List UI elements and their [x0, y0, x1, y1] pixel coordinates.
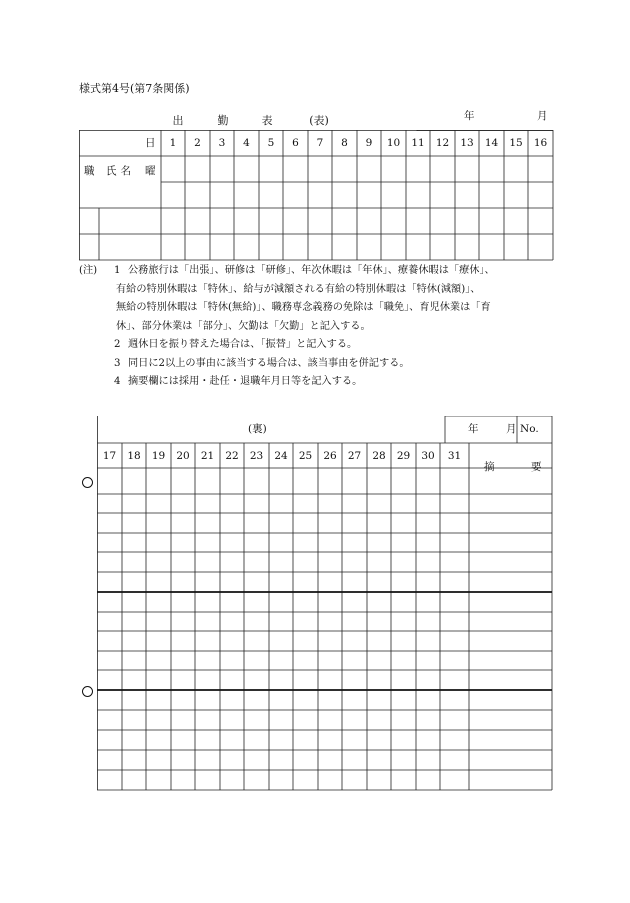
back-day-22: 22: [225, 450, 239, 462]
punch-hole-mark-bottom: [82, 686, 93, 697]
back-title: (裏): [248, 423, 267, 435]
note-1-line-2: [79, 281, 559, 300]
note-1-text-2: 有給の特別休暇は「特休」、給与が減額される有給の特別休暇は「特休(減額)」、: [116, 283, 481, 295]
note-1-number: 1: [114, 265, 121, 276]
front-title-char-1: 出: [172, 114, 184, 127]
back-day-18: 18: [127, 450, 141, 462]
back-day-24: 24: [274, 450, 288, 462]
note-4-text: 摘要欄には採用・赴任・退職年月日等を記入する。: [128, 376, 363, 387]
front-title-char-2: 勤: [217, 114, 229, 127]
front-title-side: (表): [309, 114, 329, 127]
front-day-12: 12: [435, 137, 450, 149]
front-attendance-grid: [79, 130, 555, 262]
note-4: [79, 373, 559, 392]
back-day-21: 21: [200, 450, 215, 462]
front-day-9: 9: [365, 137, 373, 149]
front-day-8: 8: [341, 137, 348, 149]
note-1-line-1: [79, 262, 559, 281]
front-header-weekday: 曜: [145, 165, 156, 177]
back-day-19: 19: [151, 450, 166, 462]
front-year-label: 年: [464, 110, 475, 122]
back-day-26: 26: [323, 450, 337, 462]
back-remarks-char-1: 摘: [484, 461, 495, 473]
punch-hole-mark-top: [82, 477, 93, 488]
notes-label: (注): [79, 265, 98, 276]
back-day-27: 27: [347, 450, 362, 462]
back-day-29: 29: [396, 450, 411, 462]
front-day-1: 1: [169, 137, 177, 149]
front-month-label: 月: [537, 110, 548, 122]
front-day-10: 10: [386, 137, 401, 149]
note-1-line-3: [79, 299, 559, 318]
front-header-name: 氏名: [106, 165, 135, 177]
front-title-char-3: 表: [261, 114, 273, 127]
front-day-15: 15: [509, 137, 523, 149]
back-day-30: 30: [421, 450, 435, 462]
back-day-23: 23: [249, 450, 264, 462]
front-day-16: 16: [533, 137, 548, 149]
front-day-2: 2: [194, 137, 201, 149]
note-2: [79, 336, 559, 355]
back-day-20: 20: [176, 450, 190, 462]
back-day-31: 31: [447, 450, 462, 462]
front-day-7: 7: [316, 137, 324, 149]
note-3-text: 同日に2以上の事由に該当する場合は、該当事由を併記する。: [128, 357, 410, 369]
front-day-14: 14: [484, 137, 499, 149]
front-day-3: 3: [218, 137, 226, 149]
back-year-label: 年: [468, 423, 479, 435]
back-no-label: No.: [520, 423, 539, 435]
note-1-text-1: 公務旅行は「出張」、研修は「研修」、年次休暇は「年休」、療養休暇は「療休」、: [128, 265, 495, 276]
form-number: 様式第4号(第7条関係): [79, 82, 190, 95]
front-day-4: 4: [243, 137, 250, 149]
front-day-11: 11: [411, 137, 425, 149]
note-3-number: 3: [114, 357, 121, 369]
front-day-13: 13: [460, 137, 474, 149]
back-remarks-char-2: 要: [531, 461, 542, 473]
notes-section: [79, 262, 559, 392]
back-day-25: 25: [298, 450, 313, 462]
front-header-staff: 職: [84, 165, 95, 177]
note-1-text-4: 休」、部分休業は「部分」、欠勤は「欠勤」と記入する。: [116, 320, 371, 332]
front-day-6: 6: [292, 137, 299, 149]
note-2-text: 週休日を振り替えた場合は、「振替」と記入する。: [128, 339, 358, 350]
note-1-text-3: 無給の特別休暇は「特休(無給)」、職務専念義務の免除は「職免」、育児休業は「育: [116, 302, 491, 313]
note-4-number: 4: [114, 376, 121, 387]
back-day-28: 28: [372, 450, 386, 462]
note-3: [79, 355, 559, 374]
back-day-17: 17: [102, 450, 117, 462]
front-day-5: 5: [267, 137, 275, 149]
note-1-line-4: [79, 318, 559, 337]
front-day-label: 日: [145, 137, 156, 149]
back-month-label: 月: [506, 423, 517, 435]
note-2-number: 2: [114, 339, 121, 350]
